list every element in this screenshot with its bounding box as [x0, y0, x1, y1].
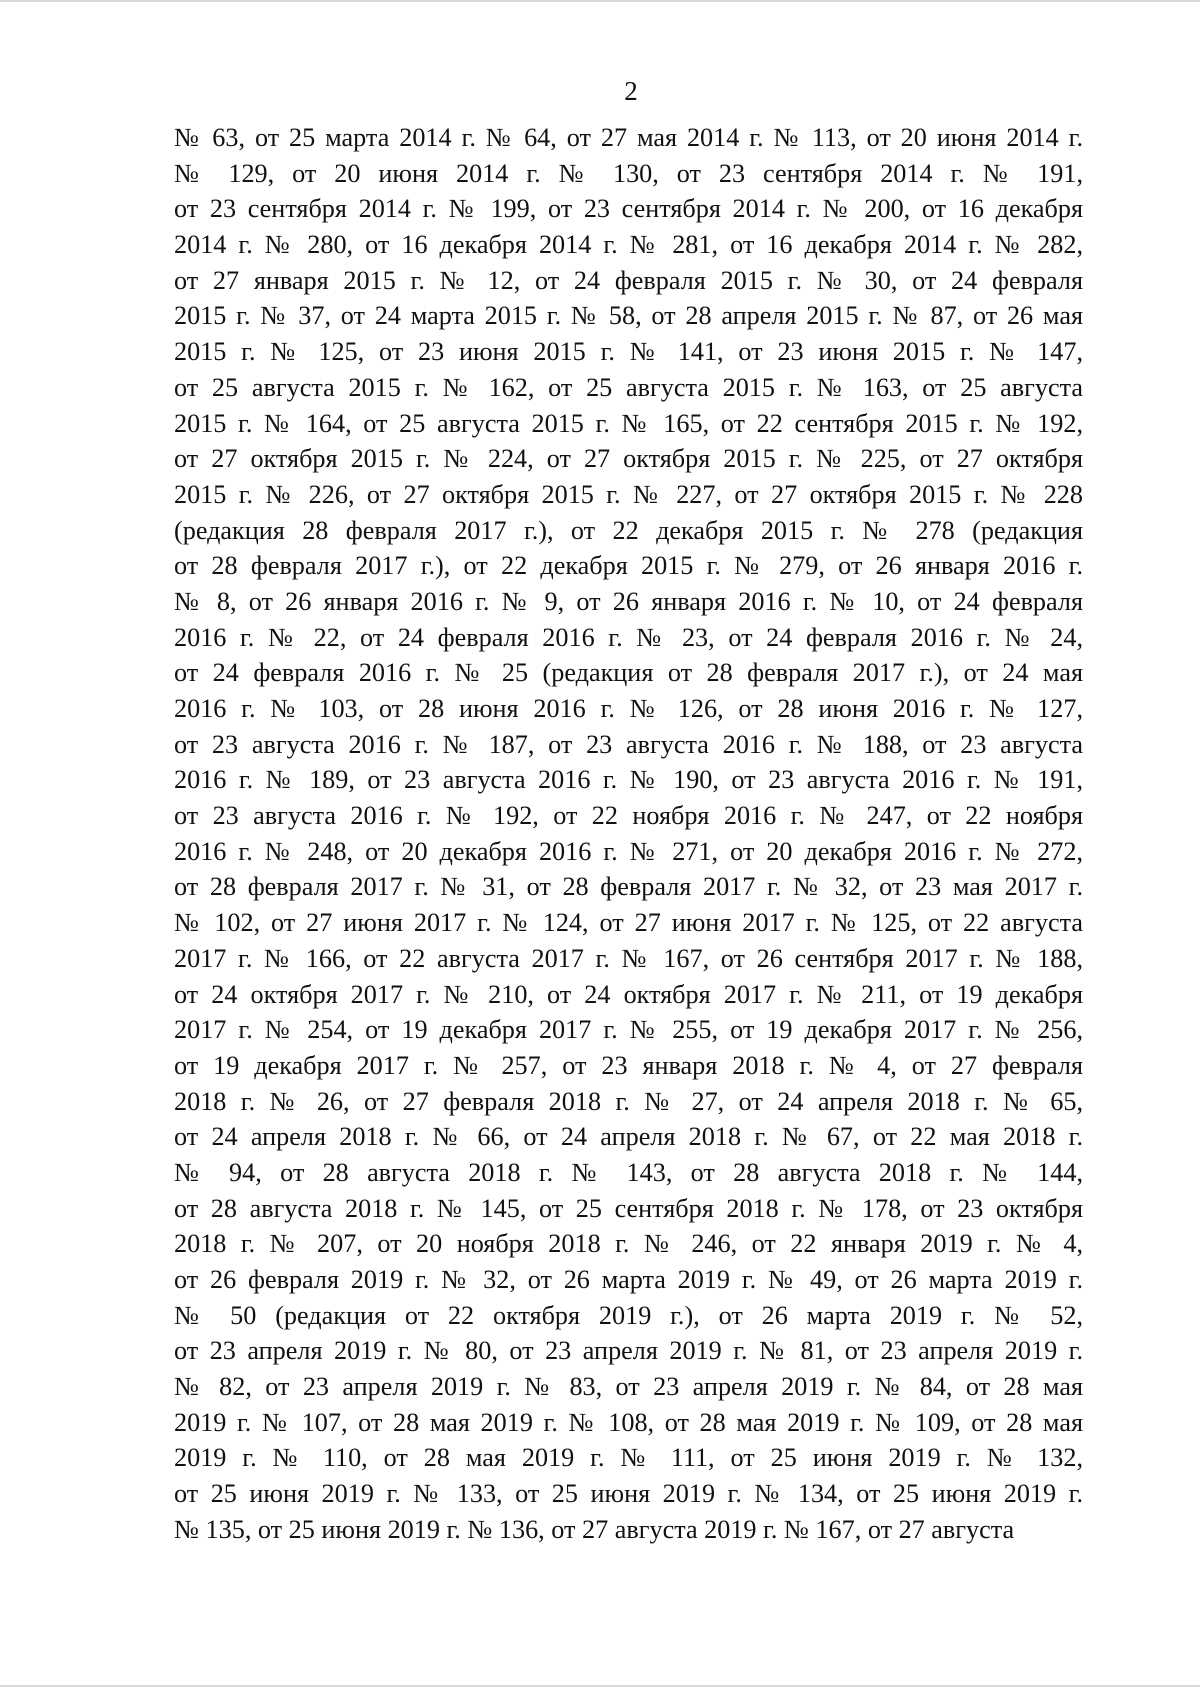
text-line: 2015 г. № 37, от 24 марта 2015 г. № 58, от 28 апреля 2015 г. № 87, от 26 мая [174, 301, 1083, 331]
text-line: от 27 октября 2015 г. № 224, от 27 октября 2015 г. № 225, от 27 октября [174, 444, 1083, 474]
text-line: 2015 г. № 125, от 23 июня 2015 г. № 141, от 23 июня 2015 г. № 147, [174, 337, 1083, 367]
text-line: 2016 г. № 189, от 23 августа 2016 г. № 190, от 23 августа 2016 г. № 191, [174, 765, 1083, 795]
text-line: 2018 г. № 207, от 20 ноября 2018 г. № 246, от 22 января 2019 г. № 4, [174, 1229, 1083, 1259]
text-line: 2015 г. № 164, от 25 августа 2015 г. № 165, от 22 сентября 2015 г. № 192, [174, 408, 1083, 438]
text-line: от 28 февраля 2017 г. № 31, от 28 февраля 2017 г. № 32, от 23 мая 2017 г. [174, 872, 1083, 902]
text-line: 2015 г. № 226, от 27 октября 2015 г. № 227, от 27 октября 2015 г. № 228 [174, 479, 1083, 509]
text-line: от 23 августа 2016 г. № 187, от 23 августа 2016 г. № 188, от 23 августа [174, 729, 1083, 759]
text-line: от 23 сентября 2014 г. № 199, от 23 сентября 2014 г. № 200, от 16 декабря [174, 194, 1083, 224]
text-line: № 135, от 25 июня 2019 г. № 136, от 27 августа 2019 г. № 167, от 27 августа [174, 1514, 1015, 1544]
text-line: № 8, от 26 января 2016 г. № 9, от 26 января 2016 г. № 10, от 24 февраля [174, 586, 1083, 616]
scan-edge-top [0, 0, 1200, 2]
text-line: 2019 г. № 107, от 28 мая 2019 г. № 108, от 28 мая 2019 г. № 109, от 28 мая [174, 1407, 1083, 1437]
text-line: 2016 г. № 248, от 20 декабря 2016 г. № 271, от 20 декабря 2016 г. № 272, [174, 836, 1083, 866]
text-line: от 24 февраля 2016 г. № 25 (редакция от 28 февраля 2017 г.), от 24 мая [174, 658, 1083, 688]
text-line: от 24 апреля 2018 г. № 66, от 24 апреля 2018 г. № 67, от 22 мая 2018 г. [174, 1122, 1083, 1152]
text-line: от 28 августа 2018 г. № 145, от 25 сентября 2018 г. № 178, от 23 октября [174, 1193, 1083, 1223]
text-line: от 24 октября 2017 г. № 210, от 24 октября 2017 г. № 211, от 19 декабря [174, 979, 1083, 1009]
text-line: № 94, от 28 августа 2018 г. № 143, от 28 августа 2018 г. № 144, [174, 1157, 1083, 1187]
text-line: 2017 г. № 166, от 22 августа 2017 г. № 167, от 26 сентября 2017 г. № 188, [174, 943, 1083, 973]
text-line: 2016 г. № 22, от 24 февраля 2016 г. № 23, от 24 февраля 2016 г. № 24, [174, 622, 1083, 652]
text-line: от 28 февраля 2017 г.), от 22 декабря 2015 г. № 279, от 26 января 2016 г. [174, 551, 1083, 581]
text-line: от 19 декабря 2017 г. № 257, от 23 января 2018 г. № 4, от 27 февраля [174, 1050, 1083, 1080]
text-line: № 102, от 27 июня 2017 г. № 124, от 27 июня 2017 г. № 125, от 22 августа [174, 908, 1083, 938]
text-line: 2016 г. № 103, от 28 июня 2016 г. № 126, от 28 июня 2016 г. № 127, [174, 694, 1083, 723]
text-line: от 25 июня 2019 г. № 133, от 25 июня 2019 г. № 134, от 25 июня 2019 г. [174, 1479, 1083, 1509]
text-line: 2017 г. № 254, от 19 декабря 2017 г. № 255, от 19 декабря 2017 г. № 256, [174, 1015, 1083, 1045]
text-line: № 129, от 20 июня 2014 г. № 130, от 23 сентября 2014 г. № 191, [174, 158, 1083, 188]
text-line: 2014 г. № 280, от 16 декабря 2014 г. № 281, от 16 декабря 2014 г. № 282, [174, 230, 1083, 260]
text-line: от 23 апреля 2019 г. № 80, от 23 апреля 2019 г. № 81, от 23 апреля 2019 г. [174, 1336, 1083, 1366]
text-line: от 26 февраля 2019 г. № 32, от 26 марта 2019 г. № 49, от 26 марта 2019 г. [174, 1265, 1083, 1294]
text-line: № 63, от 25 марта 2014 г. № 64, от 27 мая 2014 г. № 113, от 20 июня 2014 г. [174, 123, 1083, 152]
text-line: № 50 (редакция от 22 октября 2019 г.), от 26 марта 2019 г. № 52, [174, 1300, 1083, 1330]
text-line: 2019 г. № 110, от 28 мая 2019 г. № 111, от 25 июня 2019 г. № 132, [174, 1443, 1083, 1473]
text-line: от 23 августа 2016 г. № 192, от 22 ноября 2016 г. № 247, от 22 ноября [174, 801, 1083, 831]
text-line: (редакция 28 февраля 2017 г.), от 22 декабря 2015 г. № 278 (редакция [174, 515, 1083, 545]
page-number: 2 [624, 76, 638, 106]
text-line: № 82, от 23 апреля 2019 г. № 83, от 23 апреля 2019 г. № 84, от 28 мая [174, 1372, 1083, 1402]
text-line: 2018 г. № 26, от 27 февраля 2018 г. № 27, от 24 апреля 2018 г. № 65, [174, 1086, 1083, 1116]
text-line: от 25 августа 2015 г. № 162, от 25 августа 2015 г. № 163, от 25 августа [174, 372, 1083, 402]
text-line: от 27 января 2015 г. № 12, от 24 февраля 2015 г. № 30, от 24 февраля [174, 265, 1083, 295]
body-text [174, 120, 1083, 1548]
